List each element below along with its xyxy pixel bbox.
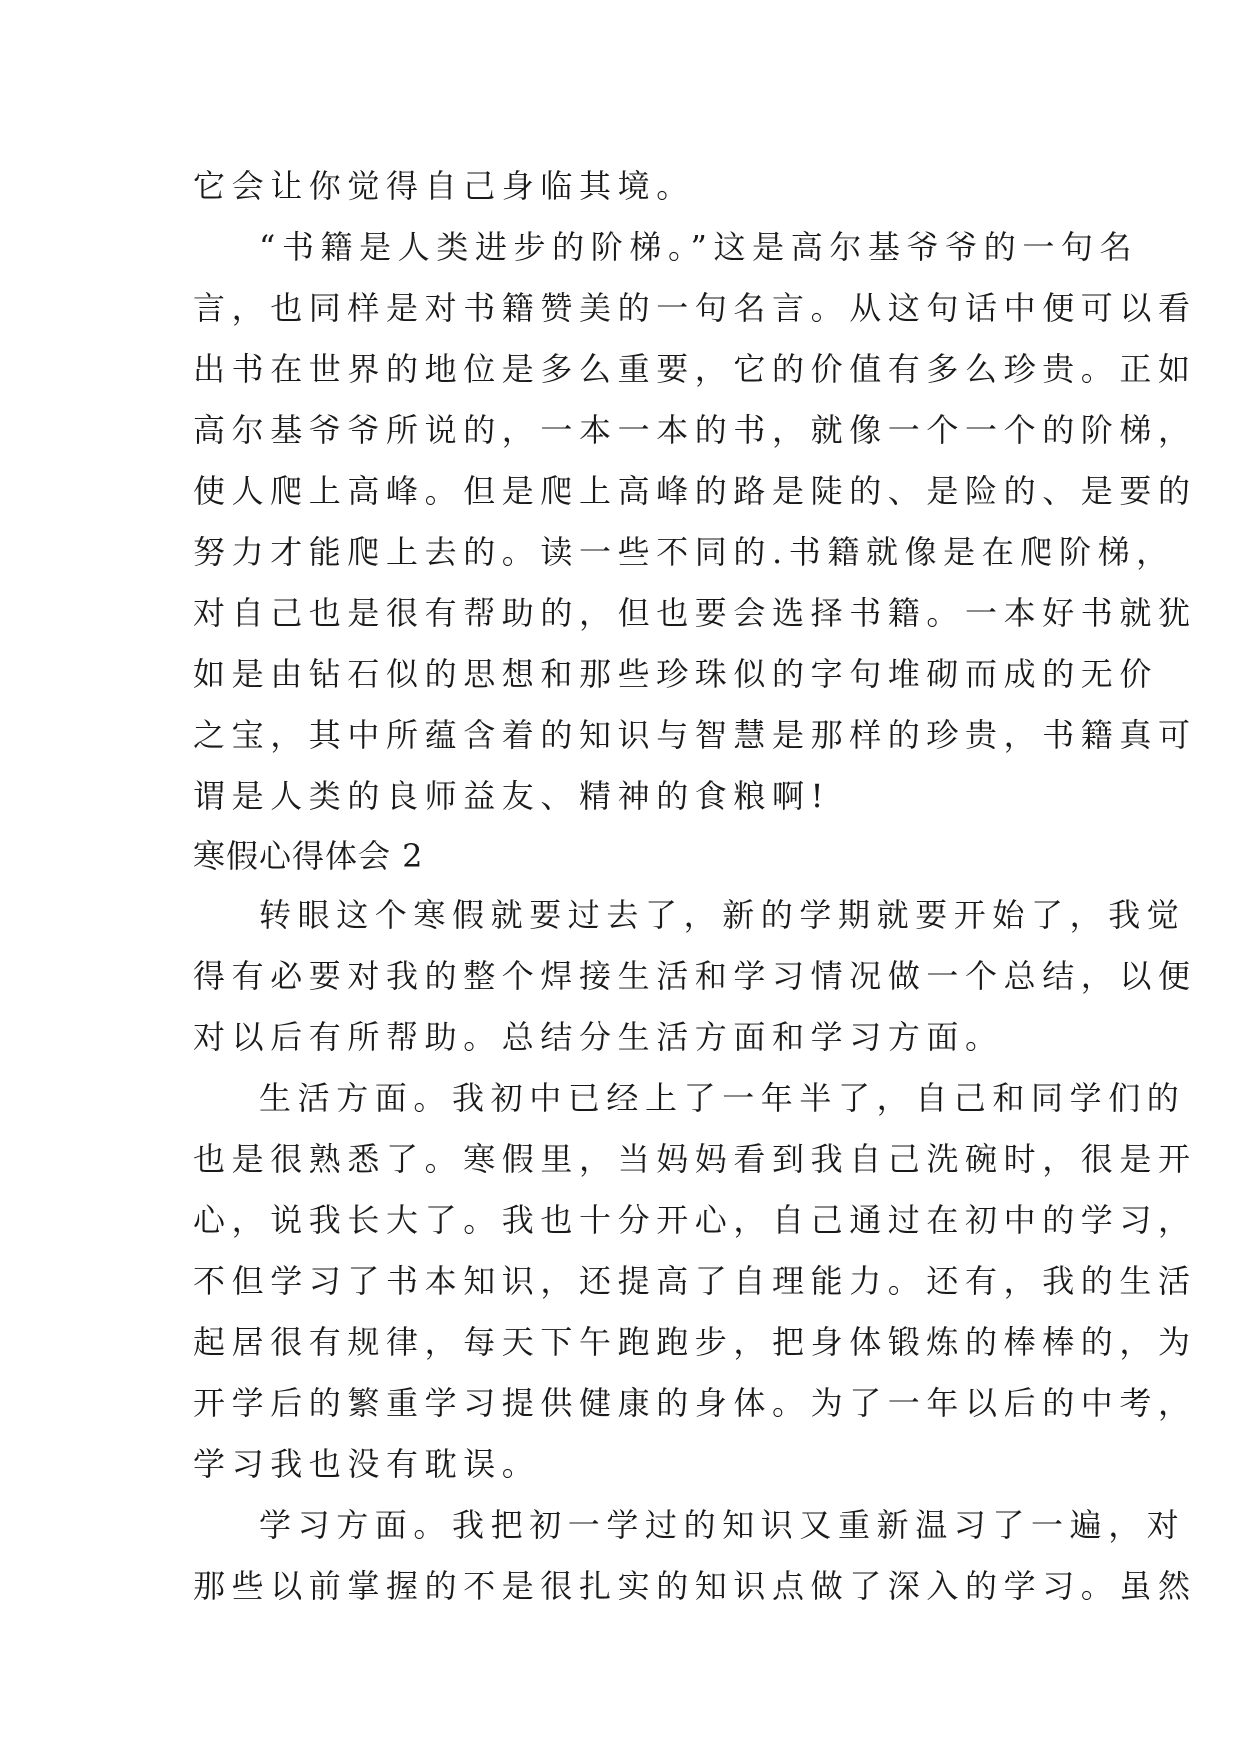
text-line: 努力才能爬上去的。读一些不同的.书籍就像是在爬阶梯，	[193, 533, 1175, 571]
paragraph-first-line: 转眼这个寒假就要过去了，新的学期就要开始了，我觉	[259, 896, 1186, 934]
text-line: 言，也同样是对书籍赞美的一句名言。从这句话中便可以看	[193, 289, 1197, 327]
text-line: 心，说我长大了。我也十分开心，自己通过在初中的学习，	[193, 1201, 1197, 1239]
text-line: 不但学习了书本知识，还提高了自理能力。还有，我的生活	[193, 1262, 1197, 1300]
text-line: 也是很熟悉了。寒假里，当妈妈看到我自己洗碗时，很是开	[193, 1140, 1197, 1178]
text-line: 起居很有规律，每天下午跑跑步，把身体锻炼的棒棒的，为	[193, 1323, 1197, 1361]
text-line: 得有必要对我的整个焊接生活和学习情况做一个总结，以便	[193, 957, 1197, 995]
text-line: 出书在世界的地位是多么重要，它的价值有多么珍贵。正如	[193, 350, 1197, 388]
text-line: 使人爬上高峰。但是爬上高峰的路是陡的、是险的、是要的	[193, 472, 1197, 510]
text-line: 对自己也是很有帮助的，但也要会选择书籍。一本好书就犹	[193, 594, 1197, 632]
text-line: 学习我也没有耽误。	[193, 1445, 541, 1483]
text-line: 之宝，其中所蕴含着的知识与智慧是那样的珍贵，书籍真可	[193, 716, 1197, 754]
text-line: 对以后有所帮助。总结分生活方面和学习方面。	[193, 1018, 1004, 1056]
paragraph-first-line: 学习方面。我把初一学过的知识又重新温习了一遍，对	[259, 1506, 1186, 1544]
text-line: 谓是人类的良师益友、精神的食粮啊!	[193, 777, 831, 815]
text-line: 它会让你觉得自己身临其境。	[193, 167, 695, 205]
section-heading: 寒假心得体会 2	[193, 837, 424, 875]
paragraph-first-line: 生活方面。我初中已经上了一年半了，自己和同学们的	[259, 1079, 1186, 1117]
text-line: 如是由钻石似的思想和那些珍珠似的字句堆砌而成的无价	[193, 655, 1159, 693]
paragraph-first-line: “书籍是人类进步的阶梯。”这是高尔基爷爷的一句名	[259, 228, 1139, 266]
text-line: 那些以前掌握的不是很扎实的知识点做了深入的学习。虽然	[193, 1567, 1197, 1605]
document-body	[193, 156, 1197, 1617]
text-line: 高尔基爷爷所说的，一本一本的书，就像一个一个的阶梯，	[193, 411, 1197, 449]
text-line: 开学后的繁重学习提供健康的身体。为了一年以后的中考，	[193, 1384, 1197, 1422]
